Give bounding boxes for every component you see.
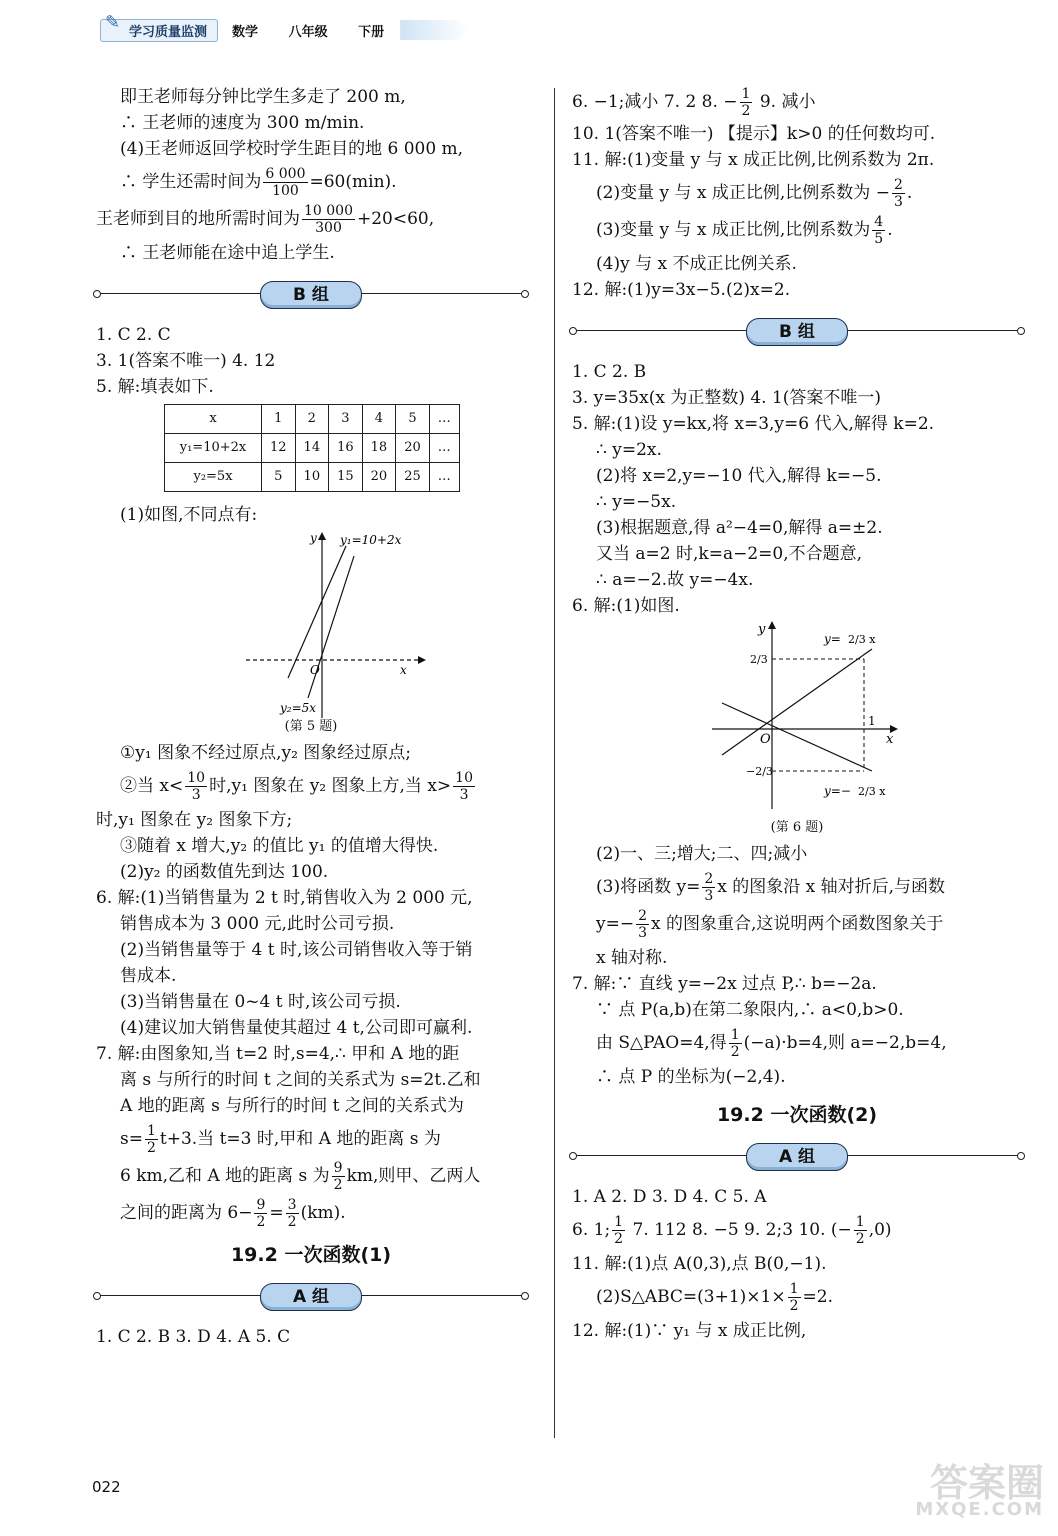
fraction-numerator: 10 bbox=[455, 770, 473, 786]
fraction-denominator: 3 bbox=[191, 787, 201, 803]
text: 之间的距离为 6− bbox=[120, 1203, 253, 1223]
x-axis-label: x bbox=[886, 732, 894, 747]
line-y1 bbox=[288, 546, 346, 678]
upper-line-label: y= bbox=[824, 632, 841, 646]
text-line: (4)建议加大销售量使其超过 4 t,公司即可赢利. bbox=[120, 1018, 473, 1038]
text-line: (4)王老师返回学校时学生距目的地 6 000 m, bbox=[120, 139, 464, 159]
answer-line: 3. 1(答案不唯一) 4. 12 bbox=[96, 351, 276, 371]
equation-line bbox=[96, 1160, 526, 1193]
text-line: (3)当销售量在 0~4 t 时,该公司亏损. bbox=[120, 992, 401, 1012]
lower-line-label: y=− bbox=[824, 784, 851, 798]
answer-line: 11. 解:(1)点 A(0,3),点 B(0,−1). bbox=[572, 1254, 827, 1274]
page-number: 022 bbox=[92, 1478, 121, 1496]
equation-line bbox=[96, 203, 526, 236]
lower-line-fraction: 2/3 x bbox=[858, 785, 886, 798]
text: s= bbox=[120, 1129, 143, 1149]
fraction-numerator: 1 bbox=[730, 1027, 740, 1043]
fraction-numerator: 1 bbox=[614, 1214, 624, 1230]
fraction-denominator: 2 bbox=[287, 1214, 297, 1230]
text-line: ∴ y=2x. bbox=[596, 440, 662, 460]
fraction-denominator: 3 bbox=[704, 888, 714, 904]
fraction-denominator: 2 bbox=[741, 103, 751, 119]
figure-caption: (第 5 题) bbox=[284, 719, 338, 734]
fraction bbox=[302, 203, 355, 236]
origin-label: O bbox=[310, 663, 320, 677]
origin-label: O bbox=[760, 732, 771, 747]
fraction-numerator: 10 000 bbox=[304, 203, 353, 219]
fraction-numerator: 1 bbox=[789, 1281, 799, 1297]
x-axis-arrow bbox=[418, 656, 426, 664]
text-line: 又当 a=2 时,k=a−2=0,不合题意, bbox=[596, 544, 863, 564]
fraction bbox=[892, 177, 905, 210]
answer-line bbox=[572, 1214, 1022, 1247]
text: y=− bbox=[596, 914, 635, 934]
table-cell: 15 bbox=[329, 463, 363, 492]
text-line: (2)y₂ 的函数值先到达 100. bbox=[120, 862, 329, 882]
text: 6. −1;减小 7. 2 8. − bbox=[572, 92, 738, 112]
text: km,则甲、乙两人 bbox=[346, 1166, 481, 1186]
fraction bbox=[612, 1214, 625, 1247]
text: (3)变量 y 与 x 成正比例,比例系数为 bbox=[596, 220, 871, 240]
table-row bbox=[165, 463, 460, 492]
watermark bbox=[884, 1461, 1044, 1526]
table-cell: y₁=10+2x bbox=[165, 434, 262, 463]
answer-line: 3. y=35x(x 为正整数) 4. 1(答案不唯一) bbox=[572, 388, 882, 408]
header-grade: 八年级 bbox=[288, 24, 328, 40]
equation-line bbox=[96, 1197, 526, 1230]
section-label: B 组 bbox=[260, 281, 362, 309]
rule-dot bbox=[93, 1292, 101, 1300]
rule-dot bbox=[569, 1152, 577, 1160]
fraction bbox=[702, 871, 715, 904]
text-line: (2)将 x=2,y=−10 代入,解得 k=−5. bbox=[596, 466, 882, 486]
table-cell: 18 bbox=[362, 434, 396, 463]
text: 7. 112 8. −5 9. 2;3 10. (− bbox=[627, 1220, 852, 1240]
fraction bbox=[636, 908, 649, 941]
text: 时,y₁ 图象在 y₂ 图象上方,当 x> bbox=[209, 776, 452, 796]
text-line: ∴ a=−2.故 y=−4x. bbox=[596, 570, 754, 590]
text: t+3.当 t=3 时,甲和 A 地的距离 s 为 bbox=[159, 1129, 441, 1149]
subsection-title: 19.2 一次函数(1) bbox=[230, 1244, 392, 1266]
text-line: x 轴对称. bbox=[596, 948, 668, 968]
header-subject: 数学 bbox=[232, 24, 259, 40]
text-line bbox=[572, 1281, 1022, 1314]
text-line: ∴ y=−5x. bbox=[596, 492, 677, 512]
table-cell: 5 bbox=[262, 463, 296, 492]
text-line bbox=[572, 177, 1022, 210]
text-line bbox=[96, 770, 526, 803]
text-line: ∵ 点 P(a,b)在第二象限内,∴ a<0,b>0. bbox=[596, 1000, 904, 1020]
page-header bbox=[100, 11, 470, 46]
line-negative bbox=[722, 703, 872, 771]
text-line: (3)根据题意,得 a²−4=0,解得 a=±2. bbox=[596, 518, 883, 538]
fraction-numerator: 1 bbox=[146, 1123, 156, 1139]
column-divider bbox=[554, 88, 555, 1438]
fraction-numerator: 1 bbox=[855, 1214, 865, 1230]
text: = bbox=[269, 1203, 284, 1223]
y-axis-label: y bbox=[310, 531, 317, 545]
text-line bbox=[572, 214, 1022, 247]
eq-text: +20<60, bbox=[357, 209, 435, 229]
watermark-url: MXQE.COM bbox=[915, 1499, 1044, 1520]
text-line: 时,y₁ 图象在 y₂ 图象下方; bbox=[96, 810, 293, 830]
answer-line: 6. 解:(1)如图. bbox=[572, 596, 680, 616]
section-header-b bbox=[572, 311, 1022, 351]
section-header-b bbox=[96, 274, 526, 314]
fraction-denominator: 2 bbox=[333, 1177, 343, 1193]
table-cell: … bbox=[429, 463, 459, 492]
fraction bbox=[729, 1027, 742, 1060]
text: (3)将函数 y= bbox=[596, 877, 701, 897]
section-header-a bbox=[572, 1136, 1022, 1176]
fraction-numerator: 6 000 bbox=[265, 166, 306, 182]
text: 6 km,乙和 A 地的距离 s 为 bbox=[120, 1166, 330, 1186]
answer-line: 1. C 2. C bbox=[96, 325, 171, 345]
y-axis-arrow bbox=[318, 532, 326, 540]
answer-line: 10. 1(答案不唯一) 【提示】k>0 的任何数均可. bbox=[572, 124, 936, 144]
tick-one: 1 bbox=[868, 714, 876, 728]
answer-line: 1. C 2. B bbox=[572, 362, 647, 382]
text-line: A 地的距离 s 与所行的时间 t 之间的关系式为 bbox=[120, 1096, 464, 1116]
equation-line bbox=[96, 1123, 526, 1156]
rule-dot bbox=[1017, 327, 1025, 335]
fraction bbox=[263, 166, 307, 199]
table-cell: 25 bbox=[396, 463, 430, 492]
rule-dot bbox=[1017, 1152, 1025, 1160]
fraction bbox=[254, 1197, 267, 1230]
text-line: ③随着 x 增大,y₂ 的值比 y₁ 的值增大得快. bbox=[120, 836, 439, 856]
fraction-denominator: 100 bbox=[272, 183, 299, 199]
table-cell: 1 bbox=[262, 405, 296, 434]
text-line: (2)当销售量等于 4 t 时,该公司销售收入等于销 bbox=[120, 940, 473, 960]
table-cell: 10 bbox=[295, 463, 329, 492]
fraction-denominator: 3 bbox=[893, 194, 903, 210]
figure-caption: (第 6 题) bbox=[770, 820, 824, 835]
text: x 的图象沿 x 轴对折后,与函数 bbox=[717, 877, 946, 897]
left-column bbox=[96, 84, 526, 1350]
fraction-numerator: 1 bbox=[741, 86, 751, 102]
text-line bbox=[572, 871, 1022, 904]
table-cell: 3 bbox=[329, 405, 363, 434]
fraction bbox=[332, 1160, 345, 1193]
fraction-denominator: 3 bbox=[459, 787, 469, 803]
header-volume: 下册 bbox=[358, 24, 385, 40]
table-cell: 20 bbox=[396, 434, 430, 463]
answer-line: 5. 解:填表如下. bbox=[96, 377, 214, 397]
header-meta bbox=[232, 21, 410, 40]
fraction bbox=[286, 1197, 299, 1230]
eq-text: =60(min). bbox=[309, 172, 397, 192]
text-line: (4)y 与 x 不成正比例关系. bbox=[596, 254, 797, 274]
header-tag bbox=[100, 11, 218, 42]
table-cell: 2 bbox=[295, 405, 329, 434]
fraction-denominator: 2 bbox=[789, 1298, 799, 1314]
text-line: ①y₁ 图象不经过原点,y₂ 图象经过原点; bbox=[120, 743, 412, 763]
text: (2)S△ABC=(3+1)×1× bbox=[596, 1287, 786, 1307]
figure-5-graph bbox=[96, 528, 526, 718]
answer-line: 6. 解:(1)当销售量为 2 t 时,销售收入为 2 000 元, bbox=[96, 888, 473, 908]
fraction-numerator: 9 bbox=[333, 1160, 343, 1176]
table-cell: 20 bbox=[362, 463, 396, 492]
fraction-denominator: 5 bbox=[874, 231, 884, 247]
tick-positive: 2/3 bbox=[750, 653, 768, 666]
x-axis-label: x bbox=[400, 663, 407, 677]
table-row bbox=[165, 434, 460, 463]
subsection-title: 19.2 一次函数(2) bbox=[716, 1104, 878, 1126]
text: (−a)·b=4,则 a=−2,b=4, bbox=[743, 1033, 947, 1053]
rule-dot bbox=[93, 290, 101, 298]
text: . bbox=[906, 183, 913, 203]
fraction-numerator: 2 bbox=[704, 871, 714, 887]
text: ,0) bbox=[868, 1220, 892, 1240]
fraction-numerator: 9 bbox=[256, 1197, 266, 1213]
table-cell: 12 bbox=[262, 434, 296, 463]
tick-negative: −2/3 bbox=[746, 765, 773, 778]
text-line bbox=[572, 1027, 1022, 1060]
table-cell: y₂=5x bbox=[165, 463, 262, 492]
header-arrow-decoration bbox=[400, 20, 470, 40]
text-line: ∴ 点 P 的坐标为(−2,4). bbox=[596, 1067, 786, 1087]
fraction-denominator: 2 bbox=[614, 1231, 624, 1247]
text: x 的图象重合,这说明两个函数图象关于 bbox=[651, 914, 944, 934]
text: ②当 x< bbox=[120, 776, 184, 796]
rule-dot bbox=[569, 327, 577, 335]
text-line: ∴ 王老师能在途中追上学生. bbox=[120, 243, 335, 263]
upper-line-fraction: 2/3 x bbox=[848, 633, 876, 646]
eq-text: 王老师到目的地所需时间为 bbox=[96, 209, 300, 229]
answer-line: 11. 解:(1)变量 y 与 x 成正比例,比例系数为 2π. bbox=[572, 150, 935, 170]
fraction-denominator: 300 bbox=[315, 220, 342, 236]
line-positive bbox=[722, 649, 872, 755]
fraction-numerator: 2 bbox=[638, 908, 648, 924]
text: =2. bbox=[802, 1287, 833, 1307]
fraction bbox=[740, 86, 753, 119]
fraction bbox=[453, 770, 475, 803]
text-line: ∴ 王老师的速度为 300 m/min. bbox=[120, 113, 365, 133]
y-axis-label: y bbox=[758, 622, 766, 637]
answer-line: 5. 解:(1)设 y=kx,将 x=3,y=6 代入,解得 k=2. bbox=[572, 414, 935, 434]
text-line: 销售成本为 3 000 元,此时公司亏损. bbox=[120, 914, 395, 934]
table-cell: 16 bbox=[329, 434, 363, 463]
table-cell: 5 bbox=[396, 405, 430, 434]
fraction-denominator: 2 bbox=[730, 1044, 740, 1060]
fraction-denominator: 2 bbox=[256, 1214, 266, 1230]
text-line: 售成本. bbox=[120, 966, 177, 986]
fraction-numerator: 3 bbox=[287, 1197, 297, 1213]
fraction-denominator: 2 bbox=[855, 1231, 865, 1247]
fraction bbox=[872, 214, 885, 247]
answer-line: 7. 解:∵ 直线 y=−2x 过点 P,∴ b=−2a. bbox=[572, 974, 877, 994]
text: . bbox=[887, 220, 893, 240]
fraction-numerator: 10 bbox=[187, 770, 206, 786]
eq-text: ∴ 学生还需时间为 bbox=[120, 172, 262, 192]
section-label: B 组 bbox=[746, 318, 848, 346]
y-axis-arrow bbox=[768, 621, 776, 629]
value-table bbox=[164, 404, 460, 492]
watermark-main: 答案圈 bbox=[929, 1461, 1044, 1505]
section-label: A 组 bbox=[260, 1283, 362, 1311]
table-cell: 4 bbox=[362, 405, 396, 434]
text: (2)变量 y 与 x 成正比例,比例系数为 − bbox=[596, 183, 890, 203]
fraction-denominator: 3 bbox=[638, 925, 648, 941]
fraction bbox=[185, 770, 207, 803]
equation-line bbox=[96, 166, 526, 199]
header-tag-text: 学习质量监测 bbox=[129, 24, 208, 40]
answer-line bbox=[572, 86, 1022, 119]
text-line: (2)一、三;增大;二、四;减小 bbox=[596, 844, 808, 864]
text: 6. 1; bbox=[572, 1220, 611, 1240]
text-line: (1)如图,不同点有: bbox=[120, 505, 258, 525]
answer-line: 7. 解:由图象知,当 t=2 时,s=4,∴ 甲和 A 地的距 bbox=[96, 1044, 460, 1064]
text-line bbox=[572, 908, 1022, 941]
fraction bbox=[854, 1214, 867, 1247]
table-cell: … bbox=[429, 434, 459, 463]
text: (km). bbox=[300, 1203, 346, 1223]
text: 由 S△PAO=4,得 bbox=[596, 1033, 727, 1053]
rule-dot bbox=[521, 290, 529, 298]
rule-dot bbox=[521, 1292, 529, 1300]
table-cell: x bbox=[165, 405, 262, 434]
answer-line: 1. C 2. B 3. D 4. A 5. C bbox=[96, 1327, 291, 1347]
section-header-a bbox=[96, 1276, 526, 1316]
table-cell: … bbox=[429, 405, 459, 434]
fraction bbox=[145, 1123, 158, 1156]
table-row bbox=[165, 405, 460, 434]
fraction-numerator: 2 bbox=[893, 177, 903, 193]
section-label: A 组 bbox=[746, 1143, 848, 1171]
answer-line: 12. 解:(1)∵ y₁ 与 x 成正比例, bbox=[572, 1321, 807, 1341]
y1-label: y₁=10+2x bbox=[340, 533, 402, 547]
pen-icon: ✎ bbox=[105, 11, 121, 33]
text-line: 即王老师每分钟比学生多走了 200 m, bbox=[120, 87, 406, 107]
answer-line: 12. 解:(1)y=3x−5.(2)x=2. bbox=[572, 280, 791, 300]
table-cell: 14 bbox=[295, 434, 329, 463]
text-line: 离 s 与所行的时间 t 之间的关系式为 s=2t.乙和 bbox=[120, 1070, 481, 1090]
y2-label: y₂=5x bbox=[280, 701, 317, 715]
figure-6-graph bbox=[572, 619, 1022, 819]
fraction bbox=[788, 1281, 801, 1314]
fraction-denominator: 2 bbox=[146, 1140, 156, 1156]
fraction-numerator: 4 bbox=[874, 214, 884, 230]
text: 9. 减小 bbox=[754, 92, 816, 112]
answer-line: 1. A 2. D 3. D 4. C 5. A bbox=[572, 1187, 767, 1207]
right-column bbox=[572, 84, 1022, 1344]
